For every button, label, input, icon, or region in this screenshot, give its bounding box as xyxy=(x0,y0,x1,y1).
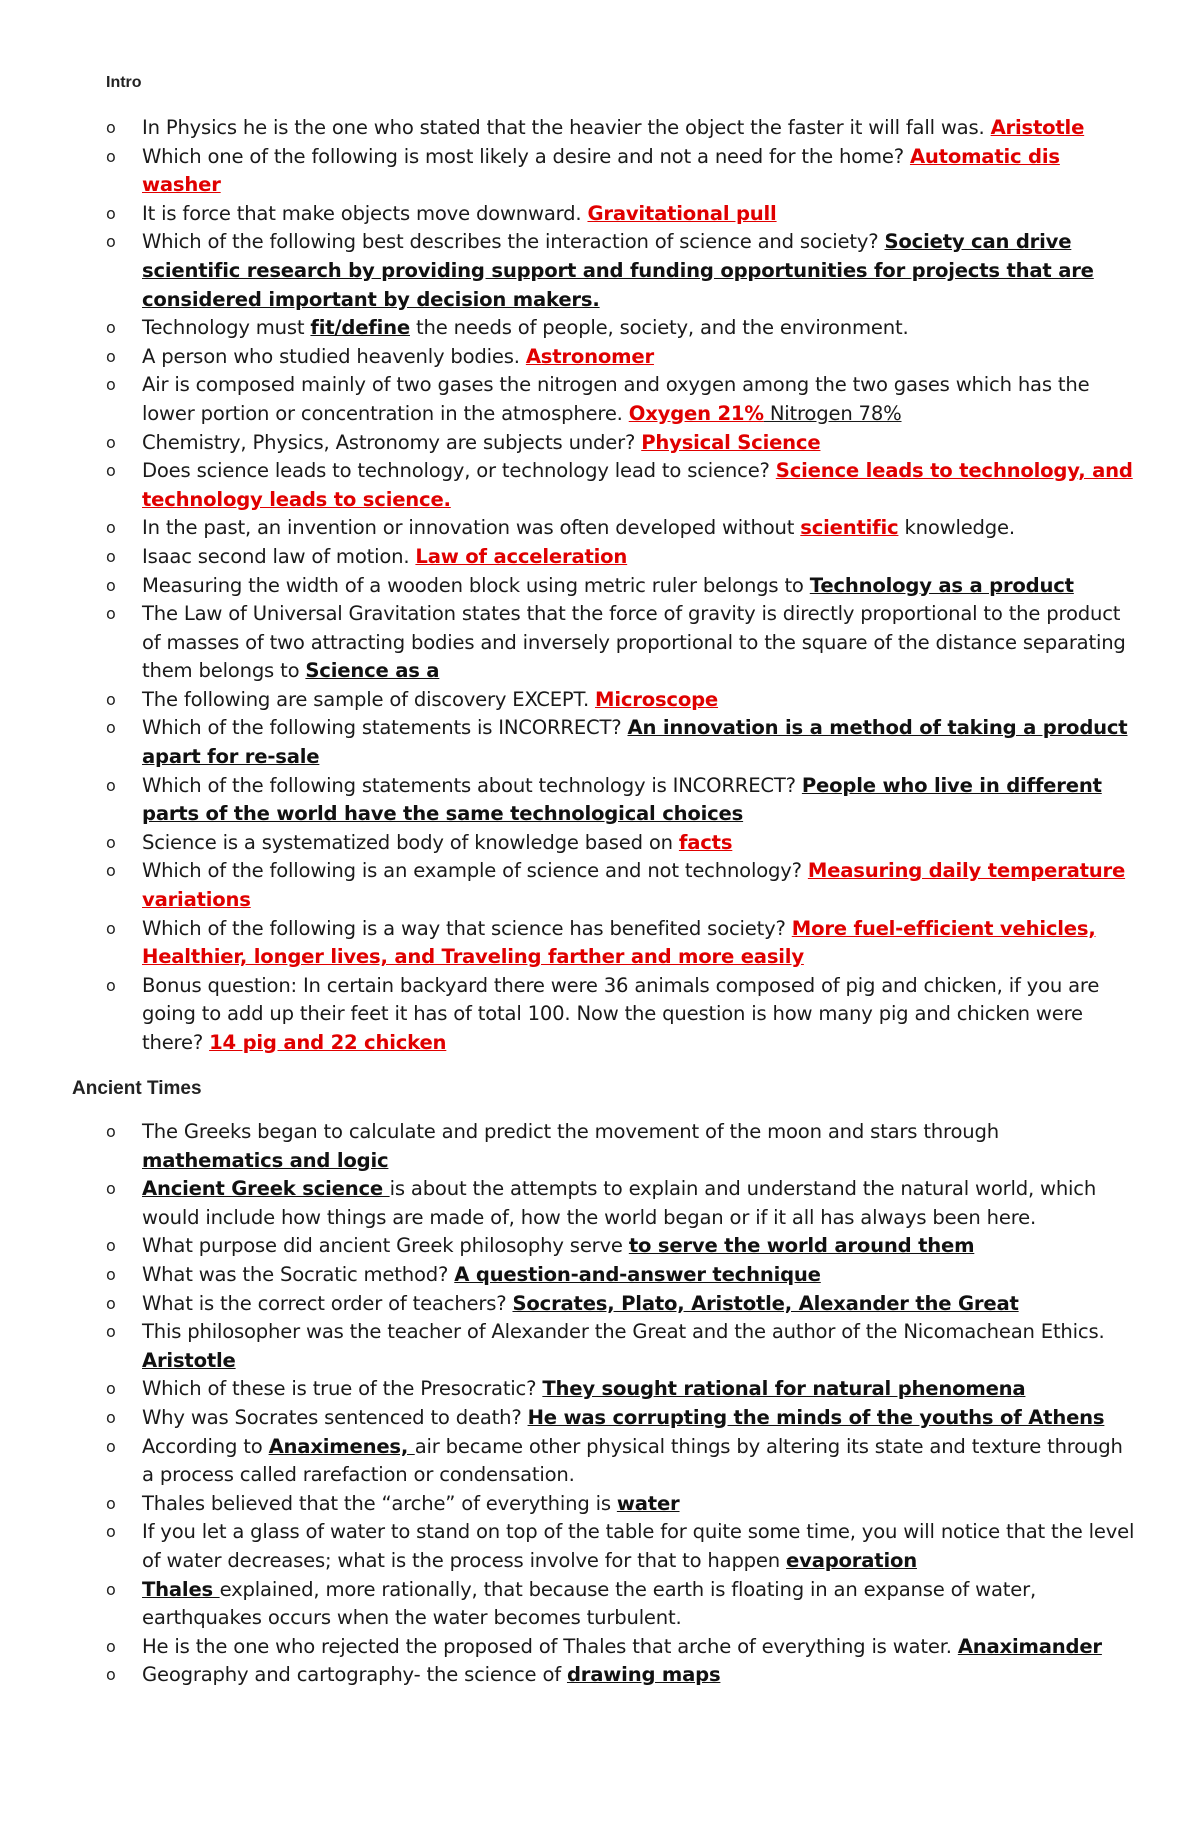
bullet-icon: o xyxy=(106,461,116,481)
question-text: Which of the following best describes the interaction of science and society? xyxy=(142,230,885,254)
question-text: Which of these is true of the Presocratic? xyxy=(142,1377,543,1401)
question-text: Which one of the following is most likely a desire and not a need for the home? xyxy=(142,144,910,168)
list-item xyxy=(106,1290,1136,1319)
list-item xyxy=(106,829,1136,858)
question-text: Measuring the width of a wooden block using metric ruler belongs to xyxy=(142,573,810,597)
answer-text: Society can drive scientific research by providing support and funding opportunities for projects that are considered important by decision makers. xyxy=(142,230,1094,311)
question-text: Geography and cartography- the science of xyxy=(142,1663,567,1687)
answer-text: drawing maps xyxy=(566,1663,721,1687)
question-text: Why was Socrates sentenced to death? xyxy=(142,1405,528,1429)
bullet-icon: o xyxy=(106,346,116,366)
answer-text: Ancient Greek science xyxy=(142,1177,390,1201)
question-text: Chemistry, Physics, Astronomy are subjects under? xyxy=(142,430,642,454)
bullet-icon: o xyxy=(106,718,116,738)
question-text: In the past, an invention or innovation was often developed without xyxy=(142,516,801,540)
answer-text: He was corrupting the minds of the youths of Athens xyxy=(527,1405,1105,1429)
question-text: If you let a glass of water to stand on top of the table for quite some time, you will notice that the level of water decreases; what is the process involve for that to happen xyxy=(142,1520,1135,1572)
answer-text: Law of acceleration xyxy=(415,544,628,568)
question-list-intro xyxy=(106,114,1136,1058)
answer-text: scientific xyxy=(800,516,899,540)
question-text: Which of the following is an example of science and not technology? xyxy=(142,859,808,883)
answer-text: to serve the world around them xyxy=(628,1234,975,1258)
question-text: The Law of Universal Gravitation states that the force of gravity is directly proportional to the product of masses of two attracting bodies and inversely proportional to the square of the distance separating them belongs to xyxy=(142,602,1126,683)
answer-text: Technology as a product xyxy=(809,573,1074,597)
answer-text: evaporation xyxy=(786,1548,917,1572)
question-text: Which of the following is a way that science has benefited society? xyxy=(142,916,792,940)
list-item xyxy=(106,1518,1136,1575)
question-text: Which of the following statements about technology is INCORRECT? xyxy=(142,773,802,797)
bullet-icon: o xyxy=(106,1436,116,1456)
answer-text: Science leads to technology, and technology leads to science. xyxy=(142,459,1133,511)
list-item xyxy=(106,228,1136,314)
list-item xyxy=(106,1375,1136,1404)
answer-text: 14 pig and 22 chicken xyxy=(209,1031,447,1054)
question-text: air became other physical things by altering its state and texture through a process called rarefaction or condensation. xyxy=(142,1434,1123,1487)
answer-text: Thales xyxy=(142,1577,220,1601)
bullet-icon: o xyxy=(106,203,116,223)
list-item xyxy=(106,1661,1136,1690)
list-item xyxy=(106,915,1136,972)
bullet-icon: o xyxy=(106,146,116,166)
bullet-icon: o xyxy=(106,1493,116,1513)
answer-text: Physical Science xyxy=(641,430,821,454)
bullet-icon: o xyxy=(106,1179,116,1199)
bullet-icon: o xyxy=(106,232,116,252)
bullet-icon: o xyxy=(106,861,116,881)
answer-text: Aristotle xyxy=(142,1348,236,1372)
answer-text: Aristotle xyxy=(990,116,1085,139)
bullet-icon: o xyxy=(106,1407,116,1427)
question-text: The following are sample of discovery EXCEPT. xyxy=(142,687,596,711)
bullet-icon: o xyxy=(106,775,116,795)
bullet-icon: o xyxy=(106,1322,116,1342)
answer-text: More fuel-efficient vehicles, Healthier, longer lives, and Traveling farther and more easily xyxy=(142,916,1096,969)
answer-text: Gravitational pull xyxy=(587,201,777,225)
answer-text: Automatic dis washer xyxy=(142,144,1060,197)
question-text: knowledge. xyxy=(898,516,1015,540)
answer-text: mathematics and logic xyxy=(142,1148,389,1172)
question-text: According to xyxy=(142,1434,269,1458)
list-item xyxy=(106,314,1136,343)
question-text: Air is composed mainly of two gases the nitrogen and oxygen among the two gases which has the lower portion or concentration in the atmosphere. xyxy=(142,373,1090,425)
list-item xyxy=(106,200,1136,229)
answer-text: Science as a xyxy=(305,659,440,683)
answer-text: Socrates, Plato, Aristotle, Alexander the Great xyxy=(512,1291,1019,1315)
list-item xyxy=(106,572,1136,601)
question-text: explained, more rationally, that because the earth is floating in an expanse of water, earthquakes occurs when the water becomes turbulent. xyxy=(142,1577,1036,1630)
question-text: the needs of people, society, and the environment. xyxy=(409,316,909,340)
question-text: In Physics he is the one who stated that the heavier the object the faster it will fall was. xyxy=(142,116,991,139)
answer-text: People who live in different parts of the world have the same technological choices xyxy=(142,773,1102,826)
list-item xyxy=(106,457,1136,514)
answer-text: Astronomer xyxy=(525,344,654,368)
list-item xyxy=(106,429,1136,458)
answer-text: Microscope xyxy=(595,687,719,711)
list-item xyxy=(106,1118,1136,1175)
list-item xyxy=(106,1232,1136,1261)
list-item xyxy=(106,514,1136,543)
list-item xyxy=(106,343,1136,372)
question-text: Thales believed that the “arche” of everything is xyxy=(142,1491,617,1515)
bullet-icon: o xyxy=(106,1236,116,1256)
question-text: What is the correct order of teachers? xyxy=(142,1291,513,1315)
question-text: Does science leads to technology, or technology lead to science? xyxy=(142,459,776,483)
list-item xyxy=(106,1490,1136,1519)
question-text: Isaac second law of motion. xyxy=(142,544,416,568)
bullet-icon: o xyxy=(106,1264,116,1284)
bullet-icon: o xyxy=(106,832,116,852)
bullet-icon: o xyxy=(106,1522,116,1542)
question-text: The Greeks began to calculate and predict the movement of the moon and stars through xyxy=(142,1120,999,1143)
bullet-icon: o xyxy=(106,518,116,538)
answer-text: An innovation is a method of taking a product apart for re-sale xyxy=(142,716,1128,769)
list-item xyxy=(106,1318,1136,1375)
answer-text: Oxygen 21% xyxy=(628,401,764,425)
list-item xyxy=(106,114,1136,143)
question-text: is about the attempts to explain and understand the natural world, which would include how things are made of, how the world began or if it all has always been here. xyxy=(142,1177,1097,1229)
question-list-ancient-times xyxy=(106,1118,1136,1690)
question-text: Science is a systematized body of knowledge based on xyxy=(142,830,679,854)
list-item xyxy=(106,1633,1136,1662)
list-item xyxy=(106,371,1136,428)
answer-text: Anaximander xyxy=(957,1634,1102,1658)
list-item xyxy=(106,143,1136,200)
bullet-icon: o xyxy=(106,375,116,395)
bullet-icon: o xyxy=(106,1122,116,1141)
bullet-icon: o xyxy=(106,1665,116,1685)
question-text: What was the Socratic method? xyxy=(142,1262,455,1286)
bullet-icon: o xyxy=(106,604,116,624)
section-heading-intro: Intro xyxy=(106,74,142,91)
list-item xyxy=(106,772,1136,829)
question-text: It is force that make objects move downward. xyxy=(142,201,588,225)
question-text: Technology must xyxy=(142,316,311,340)
answer-text: They sought rational for natural phenomena xyxy=(542,1377,1026,1401)
question-text: A person who studied heavenly bodies. xyxy=(142,344,526,368)
answer-text: facts xyxy=(678,830,733,854)
bullet-icon: o xyxy=(106,318,116,338)
answer-text: water xyxy=(616,1491,680,1515)
answer-text: A question-and-answer technique xyxy=(454,1262,821,1286)
list-item xyxy=(106,1175,1136,1232)
bullet-icon: o xyxy=(106,118,116,137)
list-item xyxy=(106,714,1136,771)
bullet-icon: o xyxy=(106,432,116,452)
question-text: What purpose did ancient Greek philosophy serve xyxy=(142,1234,629,1258)
question-text: This philosopher was the teacher of Alexander the Great and the author of the Nicomachean Ethics. xyxy=(142,1320,1105,1344)
bullet-icon: o xyxy=(106,975,116,995)
bullet-icon: o xyxy=(106,575,116,595)
question-text: Bonus question: In certain backyard there were 36 animals composed of pig and chicken, if you are going to add up their feet it has of total 100. Now the question is how many pig and chicken were there? xyxy=(142,973,1100,1054)
list-item xyxy=(106,972,1136,1058)
list-item xyxy=(106,1261,1136,1290)
bullet-icon: o xyxy=(106,918,116,938)
answer-text: Measuring daily temperature variations xyxy=(142,859,1126,912)
bullet-icon: o xyxy=(106,1293,116,1313)
bullet-icon: o xyxy=(106,1579,116,1599)
section-heading-ancient-times: Ancient Times xyxy=(72,1078,202,1099)
list-item xyxy=(106,1404,1136,1433)
list-item xyxy=(106,1433,1136,1490)
note-text: Nitrogen 78% xyxy=(763,401,902,425)
list-item xyxy=(106,857,1136,914)
list-item xyxy=(106,543,1136,572)
list-item xyxy=(106,686,1136,715)
bullet-icon: o xyxy=(106,1636,116,1656)
bullet-icon: o xyxy=(106,1379,116,1399)
question-text: He is the one who rejected the proposed of Thales that arche of everything is water. xyxy=(142,1634,958,1658)
bullet-icon: o xyxy=(106,689,116,709)
answer-text: Anaximenes, xyxy=(268,1434,415,1458)
answer-text: fit/define xyxy=(310,316,410,340)
bullet-icon: o xyxy=(106,546,116,566)
list-item xyxy=(106,600,1136,686)
list-item xyxy=(106,1576,1136,1633)
question-text: Which of the following statements is INCORRECT? xyxy=(142,716,628,740)
